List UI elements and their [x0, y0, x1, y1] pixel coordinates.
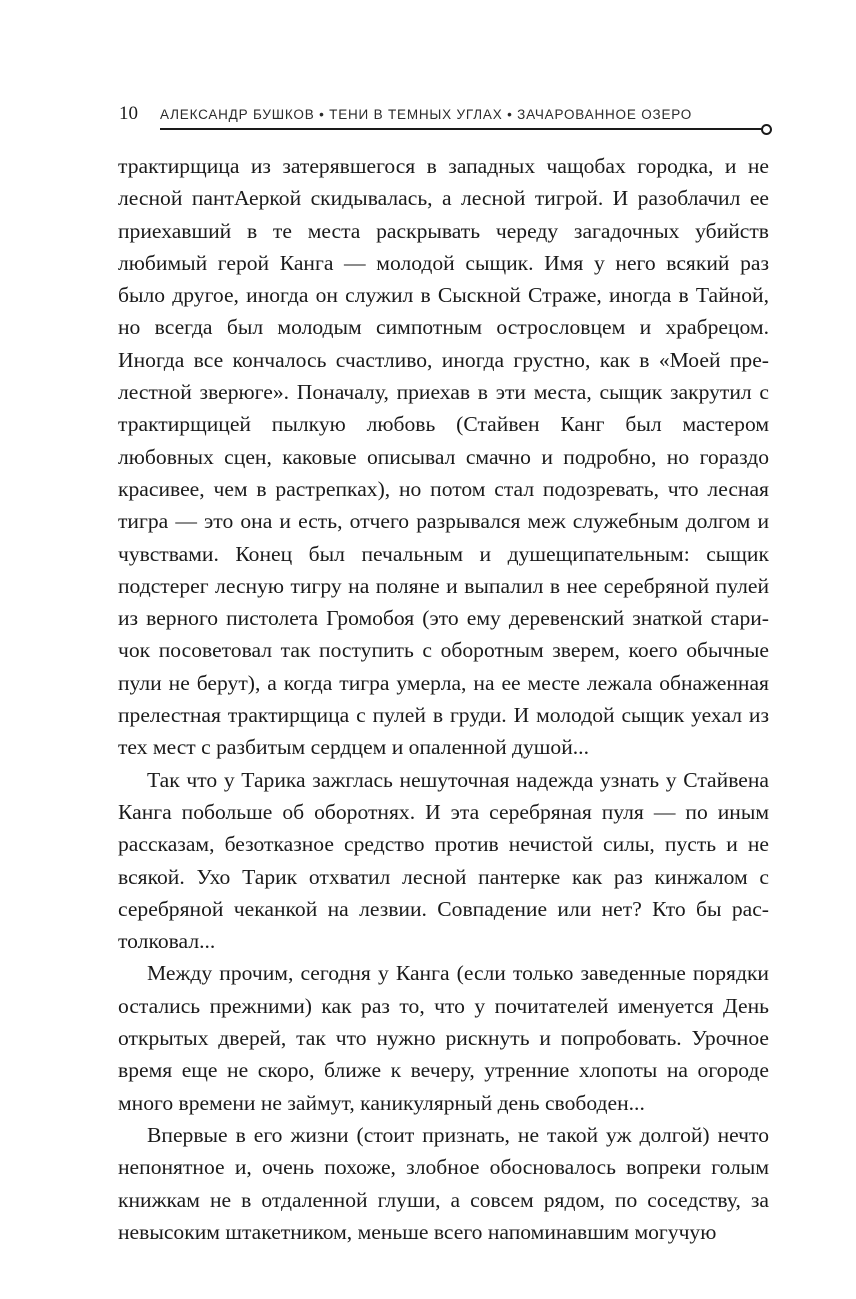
header-rule	[160, 128, 762, 130]
paragraph: Впервые в его жизни (стоит признать, не такой уж долгой) нечто непонятное и, очень похоже, злобное обосновалось вопреки голым книжкам не в отдаленной глуши, а совсем рядом, по соседству, за невысоким штакетником, меньше всего напоминавшим могучую	[118, 1122, 769, 1244]
running-head	[119, 103, 769, 129]
header-separator-2: •	[507, 107, 513, 122]
header-author: АЛЕКСАНДР БУШКОВ	[160, 107, 315, 122]
paragraph-continued: трактирщица из затерявшегося в западных чащобах городка, и не лесной пантАеркой скидывалась, а лесной тигрой. И разоблачил ее приехавший в те места раскрывать череду загадочных убийств любимый герой Канга — молодой сыщик. Имя у него всякий раз было другое, иногда он служил в Сыскной Страже, иногда в Тайной, но всегда был молодым симпотным острословцем и храбрецом. Иногда все кончалось счастливо, иногда грустно, как в «Моей прелестной зверюге». Поначалу, приехав в эти места, сыщик закрутил с трактирщицей пылкую любовь (Стайвен Канг был мастером любовных сцен, каковые описывал смачно и подробно, но гораздо красивее, чем в растрепках), но потом стал подозревать, что лесная тигра — это она и есть, отчего разрывался меж служебным долгом и чувствами. Конец был печальным и душещипательным: сыщик подстерег лесную тигру на поляне и выпалил в нее серебряной пулей из верного пистолета Громобоя (это ему деревенский знаткой старичок посоветовал так поступить с оборотным зверем, коего обычные пули не берут), а когда тигра умерла, на ее месте лежала обнаженная прелестная трактирщица с пулей в груди. И молодой сыщик уехал из тех мест с разбитым сердцем и опаленной душой...	[118, 154, 769, 760]
header-part-title: ЗАЧАРОВАННОЕ ОЗЕРО	[517, 107, 693, 122]
page-body	[118, 150, 769, 1248]
header-rule-end-circle	[761, 124, 772, 135]
paragraph: Между прочим, сегодня у Канга (если только заведенные порядки остались прежними) как раз то, что у почитателей именуется День открытых дверей, так что нужно рискнуть и попробовать. Урочное время еще не скоро, ближе к вечеру, утренние хлопоты на огороде много времени не займут, каникулярный день свободен...	[118, 961, 769, 1115]
header-book-title: ТЕНИ В ТЕМНЫХ УГЛАХ	[329, 107, 503, 122]
page-number: 10	[119, 103, 138, 124]
header-separator-1: •	[319, 107, 325, 122]
paragraph: Так что у Тарика зажглась нешуточная надежда узнать у Стайвена Канга побольше об оборотнях. И эта серебряная пуля — по иным рассказам, безотказное средство против нечистой силы, пусть и не всякой. Ухо Тарик отхватил лесной пантерке как раз кинжалом с серебряной чеканкой на лезвии. Совпадение или нет? Кто бы растолковал...	[118, 767, 769, 954]
